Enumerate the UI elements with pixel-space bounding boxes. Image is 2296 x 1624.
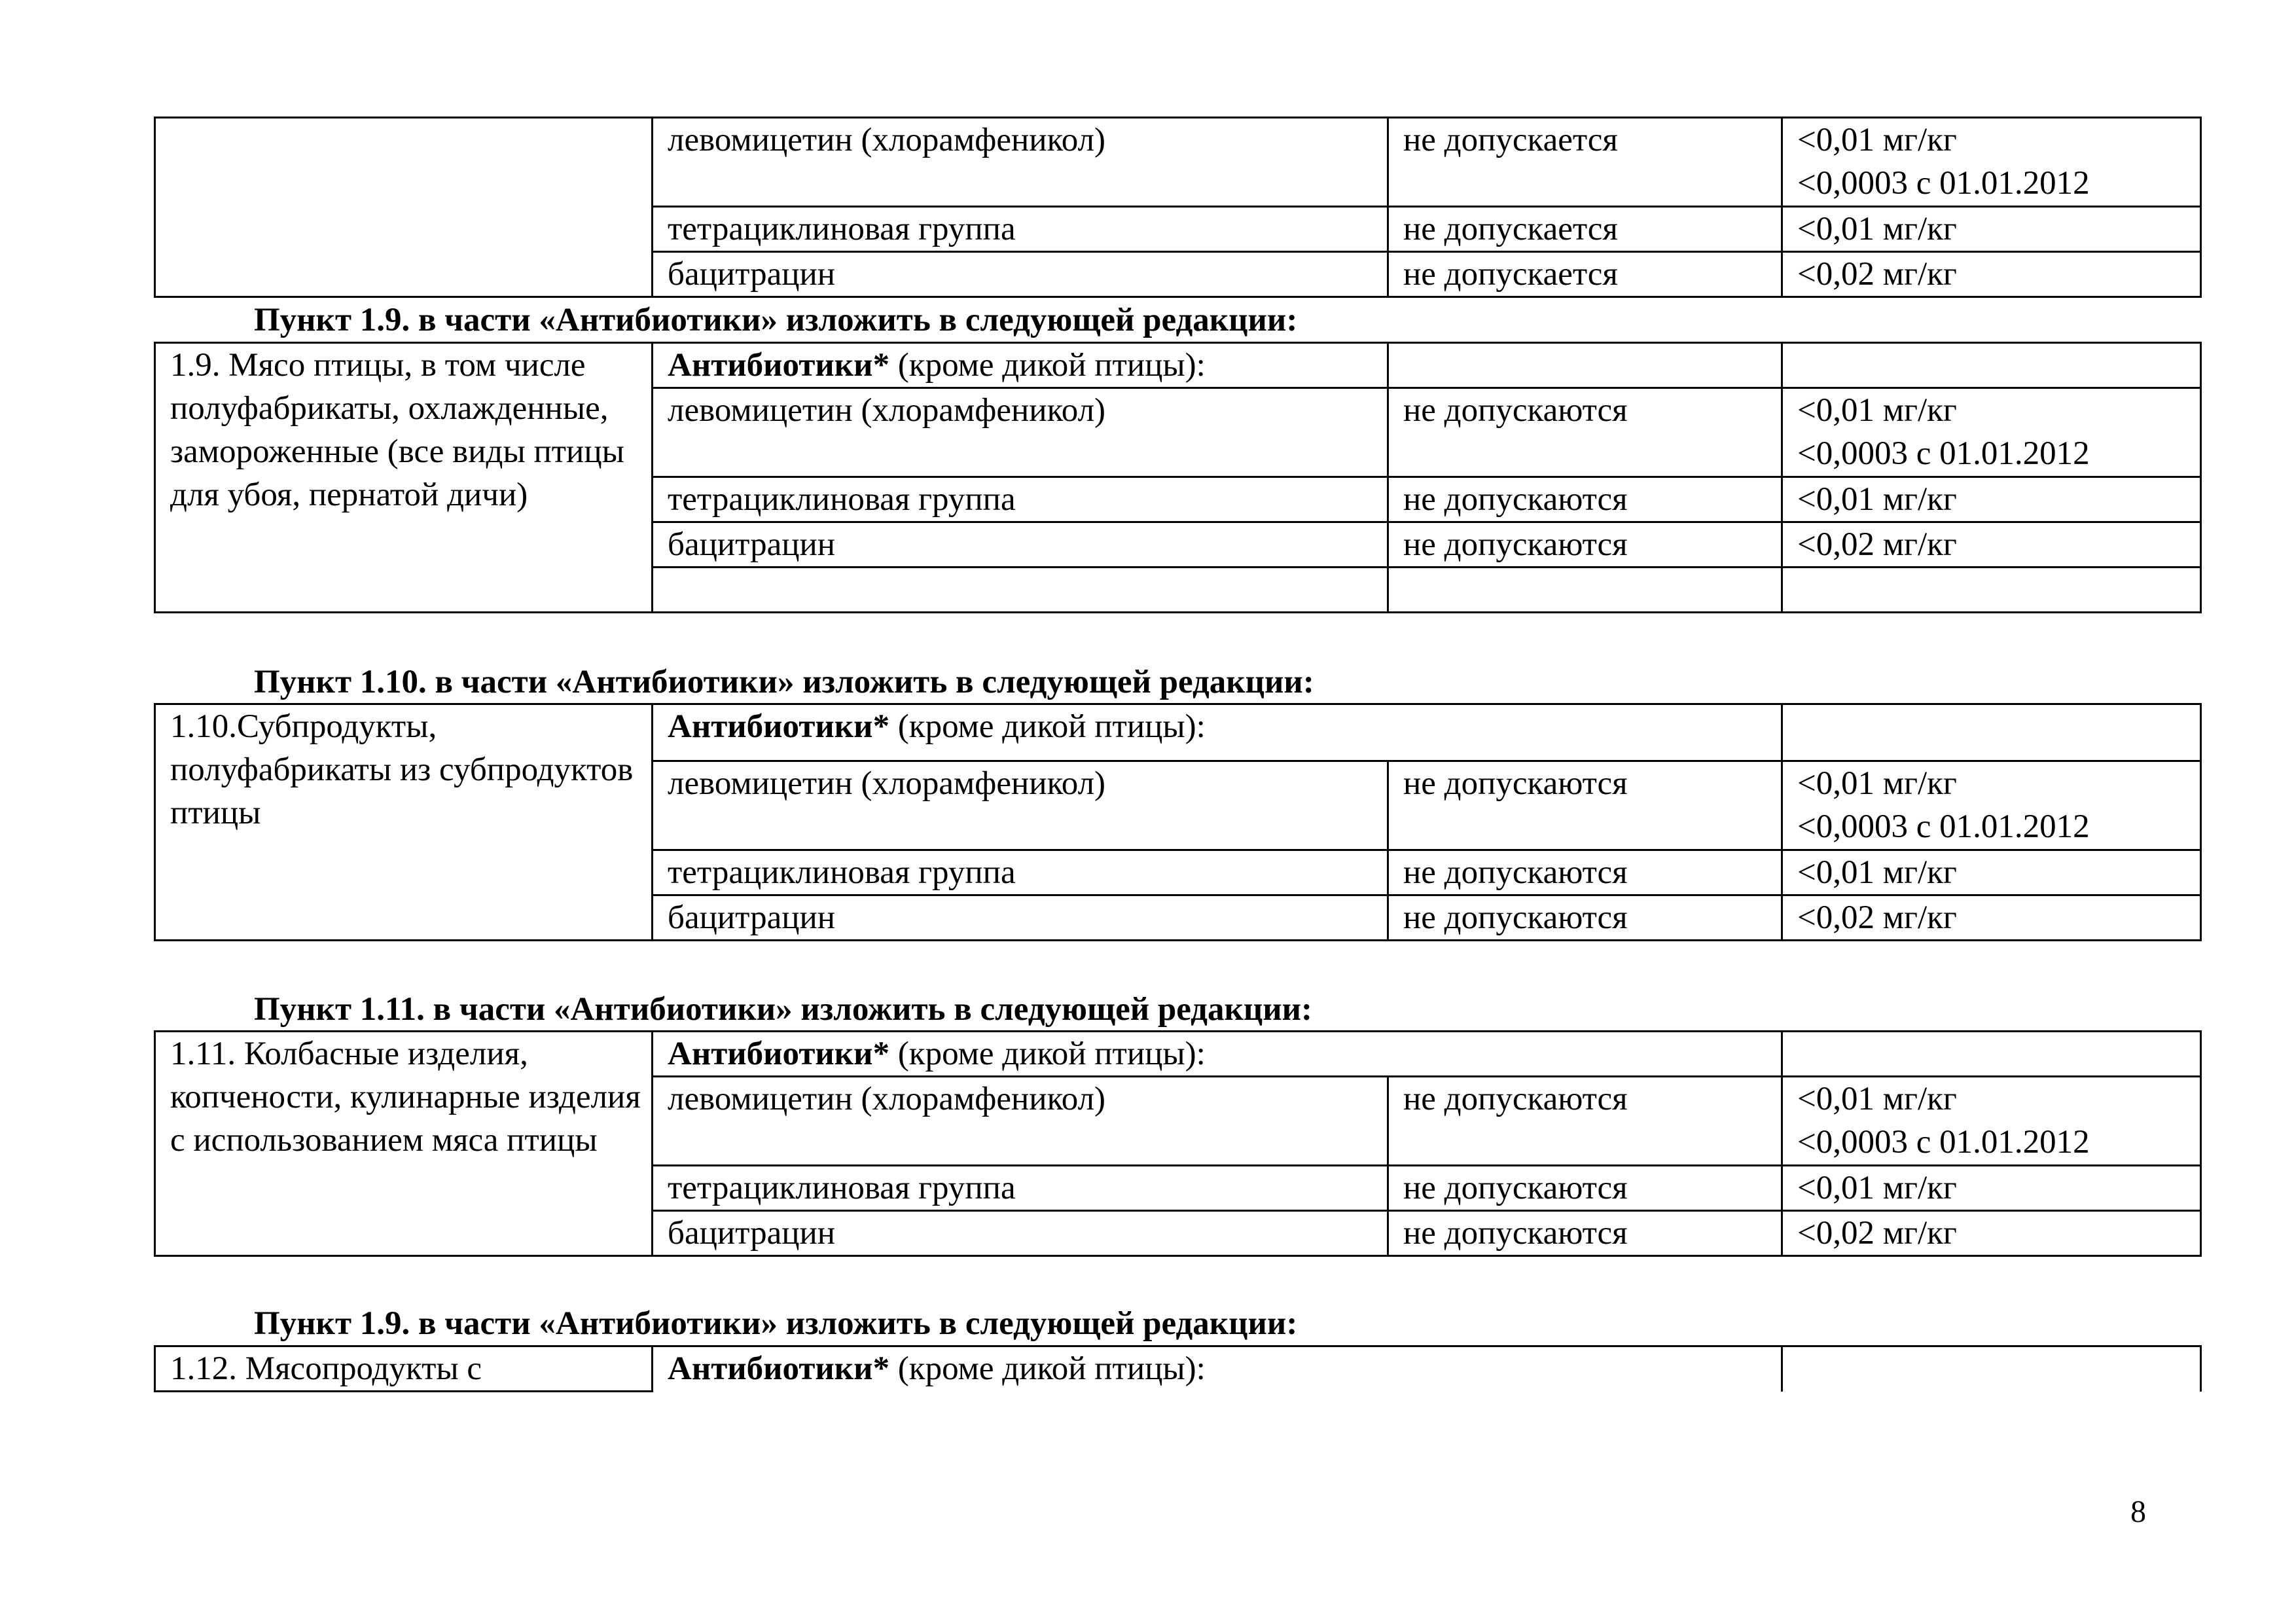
limit-cell: <0,01 мг/кг — [1782, 1166, 2201, 1211]
empty-cell — [1782, 704, 2201, 761]
group-label: Антибиотики* — [668, 347, 890, 384]
empty-cell — [1388, 343, 1782, 388]
limit-date: <0,0003 с 01.01.2012 — [1797, 808, 2090, 845]
limit-cell — [1782, 388, 2201, 477]
substance-cell: тетрациклиновая группа — [653, 477, 1388, 522]
status-cell: не допускаются — [1388, 522, 1782, 568]
status-cell: не допускается — [1388, 118, 1782, 207]
group-cell — [653, 704, 1782, 761]
page-number: 8 — [2130, 1494, 2146, 1529]
substance-cell: тетрациклиновая группа — [653, 850, 1388, 895]
limit-cell: <0,01 мг/кг — [1782, 850, 2201, 895]
limit-value: <0,01 мг/кг — [1797, 392, 1957, 429]
limit-date: <0,0003 с 01.01.2012 — [1797, 165, 2090, 202]
product-cell: 1.9. Мясо птицы, в том числе полуфабрикаты, охлажденные, замороженные (все виды птицы для убоя, пернатой дичи) — [155, 343, 653, 613]
amendment-heading: Пункт 1.9. в части «Антибиотики» изложить в следующей редакции: — [254, 1305, 1298, 1342]
table-1-9 — [154, 342, 2202, 613]
limit-cell: <0,02 мг/кг — [1782, 895, 2201, 941]
group-note: (кроме дикой птицы): — [889, 1036, 1206, 1072]
group-cell — [653, 343, 1388, 388]
group-note: (кроме дикой птицы): — [889, 1350, 1206, 1387]
status-cell: не допускаются — [1388, 1077, 1782, 1166]
status-cell: не допускаются — [1388, 1211, 1782, 1256]
empty-cell — [1782, 568, 2201, 613]
empty-cell — [1388, 568, 1782, 613]
product-cell: 1.12. Мясопродукты с — [155, 1346, 653, 1392]
substance-cell: бацитрацин — [653, 522, 1388, 568]
limit-date: <0,0003 с 01.01.2012 — [1797, 435, 2090, 472]
group-label: Антибиотики* — [668, 1350, 890, 1387]
group-label: Антибиотики* — [668, 1036, 890, 1072]
table-continuation — [154, 117, 2202, 298]
amendment-heading: Пункт 1.10. в части «Антибиотики» изложить в следующей редакции: — [254, 664, 1314, 700]
substance-cell: тетрациклиновая группа — [653, 207, 1388, 252]
limit-date: <0,0003 с 01.01.2012 — [1797, 1124, 2090, 1161]
amendment-heading: Пункт 1.11. в части «Антибиотики» изложить в следующей редакции: — [254, 991, 1312, 1028]
table-1-12 — [154, 1345, 2202, 1392]
group-label: Антибиотики* — [668, 708, 890, 745]
substance-cell: бацитрацин — [653, 252, 1388, 297]
status-cell: не допускаются — [1388, 850, 1782, 895]
limit-cell — [1782, 761, 2201, 850]
status-cell: не допускается — [1388, 207, 1782, 252]
limit-cell: <0,02 мг/кг — [1782, 1211, 2201, 1256]
substance-cell: бацитрацин — [653, 1211, 1388, 1256]
status-cell: не допускаются — [1388, 761, 1782, 850]
product-cell: 1.10.Субпродукты, полуфабрикаты из субпродуктов птицы — [155, 704, 653, 941]
limit-cell: <0,02 мг/кг — [1782, 522, 2201, 568]
amendment-heading: Пункт 1.9. в части «Антибиотики» изложить в следующей редакции: — [254, 302, 1298, 338]
substance-cell: левомицетин (хлорамфеникол) — [653, 118, 1388, 207]
table-row — [155, 1346, 2201, 1392]
status-cell: не допускаются — [1388, 477, 1782, 522]
group-cell — [653, 1346, 1782, 1392]
status-cell: не допускаются — [1388, 895, 1782, 941]
limit-value: <0,01 мг/кг — [1797, 122, 1957, 158]
product-cell: 1.11. Колбасные изделия, копчености, кулинарные изделия с использованием мяса птицы — [155, 1032, 653, 1256]
limit-value: <0,01 мг/кг — [1797, 1081, 1957, 1117]
limit-cell — [1782, 118, 2201, 207]
group-note: (кроме дикой птицы): — [889, 708, 1206, 745]
limit-cell: <0,02 мг/кг — [1782, 252, 2201, 297]
group-note: (кроме дикой птицы): — [889, 347, 1206, 384]
table-1-10 — [154, 703, 2202, 941]
substance-cell: левомицетин (хлорамфеникол) — [653, 1077, 1388, 1166]
status-cell: не допускается — [1388, 252, 1782, 297]
empty-cell — [1782, 1346, 2201, 1392]
limit-cell: <0,01 мг/кг — [1782, 477, 2201, 522]
status-cell: не допускаются — [1388, 1166, 1782, 1211]
empty-cell — [1782, 343, 2201, 388]
status-cell: не допускаются — [1388, 388, 1782, 477]
group-cell — [653, 1032, 1782, 1077]
limit-cell: <0,01 мг/кг — [1782, 207, 2201, 252]
limit-cell — [1782, 1077, 2201, 1166]
product-cell — [155, 118, 653, 297]
empty-cell — [653, 568, 1388, 613]
table-row — [155, 1032, 2201, 1077]
substance-cell: бацитрацин — [653, 895, 1388, 941]
table-1-11 — [154, 1030, 2202, 1257]
substance-cell: тетрациклиновая группа — [653, 1166, 1388, 1211]
substance-cell: левомицетин (хлорамфеникол) — [653, 761, 1388, 850]
substance-cell: левомицетин (хлорамфеникол) — [653, 388, 1388, 477]
table-row — [155, 343, 2201, 388]
table-row — [155, 118, 2201, 207]
table-row — [155, 704, 2201, 761]
empty-cell — [1782, 1032, 2201, 1077]
limit-value: <0,01 мг/кг — [1797, 765, 1957, 802]
